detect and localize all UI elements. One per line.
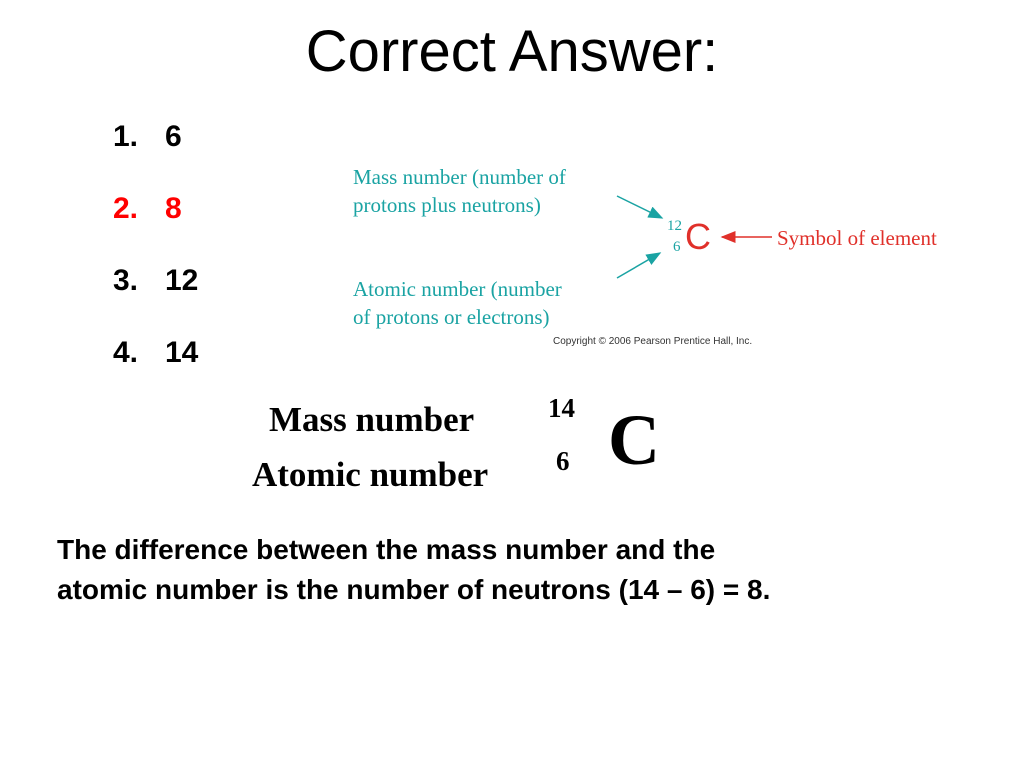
answer-number: 1. [113,120,139,153]
copyright-notice: Copyright © 2006 Pearson Prentice Hall, Inc. [553,336,753,347]
isotope-mass-number: 14 [548,393,575,423]
atomic-notation-diagram [350,160,990,355]
mass-number-caption [353,163,566,219]
answer-option-2-correct [113,192,198,264]
mass-arrow [617,196,662,218]
isotope-atomic-number: 6 [556,446,570,476]
diagram-mass-number: 12 [667,218,682,234]
symbol-of-element-caption: Symbol of element [777,226,937,250]
caption-line: protons plus neutrons) [353,193,541,217]
answer-value: 14 [165,336,199,369]
answer-option-4 [113,336,198,408]
caption-line: of protons or electrons) [353,305,550,329]
atomic-number-label: Atomic number [252,455,489,494]
mass-number-label: Mass number [269,400,475,439]
answer-value: 8 [165,192,182,225]
caption-line: Atomic number (number [353,277,562,301]
answer-value: 6 [165,120,182,153]
atomic-arrow [617,253,660,278]
answer-number: 4. [113,336,139,369]
isotope-element-symbol: C [608,400,660,480]
answer-option-3 [113,264,198,336]
slide-title: Correct Answer: [305,19,719,84]
answer-option-1 [113,120,198,192]
caption-line: Mass number (number of [353,165,566,189]
answer-list [113,120,198,408]
explanation-text [57,530,957,610]
explanation-line: The difference between the mass number and the [57,534,716,565]
diagram-atomic-number: 6 [673,239,681,255]
explanation-line: atomic number is the number of neutrons (14 – 6) = 8. [57,574,771,605]
atomic-number-caption [353,275,562,331]
answer-number: 3. [113,264,139,297]
answer-number: 2. [113,192,139,225]
answer-value: 12 [165,264,199,297]
diagram-element-symbol: C [685,216,711,257]
